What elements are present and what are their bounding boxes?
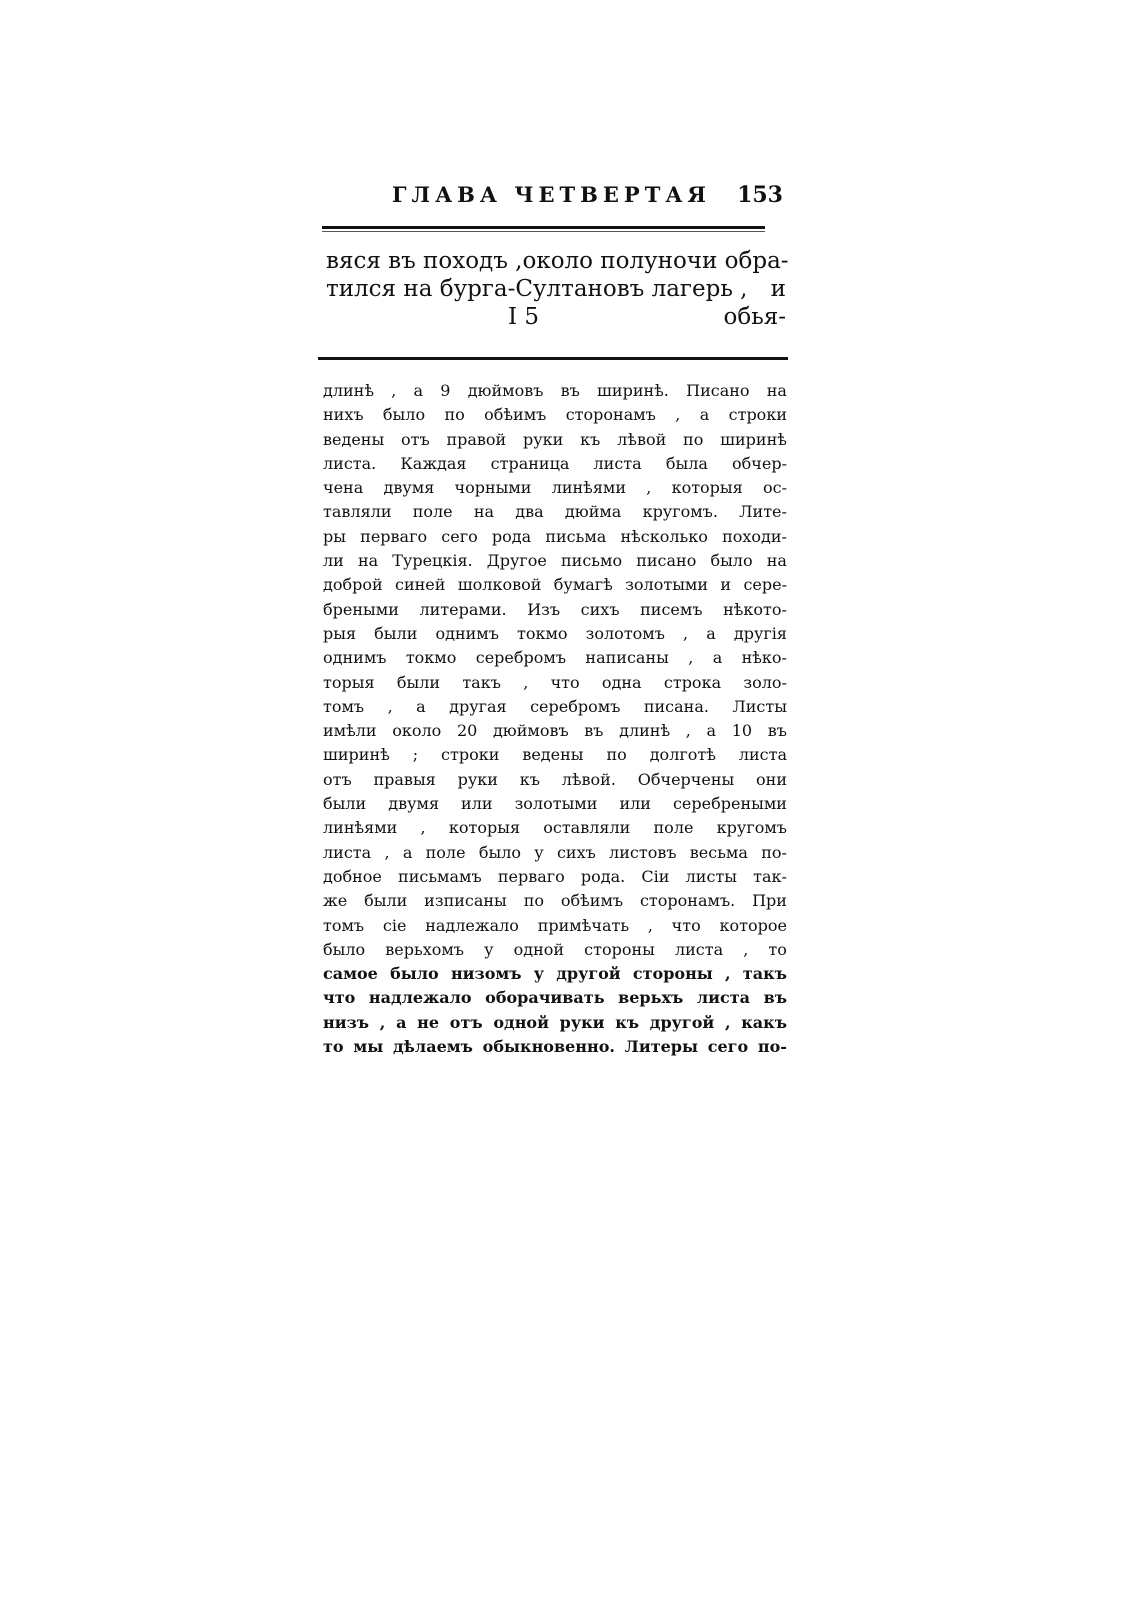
body-line: имѣли около 20 дюймовъ въ длинѣ , а 10 въ [323,721,787,741]
body-line: длинѣ , а 9 дюймовъ въ ширинѣ. Писано на [323,381,787,400]
body-line: листа. Каждая страница листа была обчер- [323,453,787,473]
fragment-segment: тился на бурга-Султановъ лагерь , [326,276,748,302]
body-line: добное письмамъ перваго рода. Сіи листы так- [323,866,787,886]
body-line: бреными литерами. Изъ сихъ писемъ нѣкото- [323,599,787,619]
body-line: то мы дѣлаемъ обыкновенно. Литеры сего по- [323,1037,787,1057]
fragment-segment: и [770,276,786,302]
section-rule [318,357,788,360]
body-line: доброй синей шолковой бумагѣ золотыми и сере- [323,575,787,595]
body-line: торыя были такъ , что одна строка золо- [323,672,787,692]
body-text-block [323,379,787,1059]
body-line: томъ сіе надлежало примѣчать , что которое [323,915,787,935]
fragment-line [326,247,789,275]
body-line: линѣями , которыя оставляли поле кругомъ [323,818,787,838]
page-header [378,178,783,212]
fragment-segment: I 5 [508,304,540,330]
fragment-segment: около полуночи обра- [522,248,789,274]
running-title: ГЛАВА ЧЕТВЕРТАЯ [392,182,711,207]
body-line: отъ правыя руки къ лѣвой. Обчерчены они [323,769,787,789]
page-number: 153 [737,182,783,208]
body-line: было верьхомъ у одной стороны листа , то [323,939,787,959]
fragment-line [326,303,786,331]
body-line: низъ , а не отъ одной руки къ другой , какъ [323,1012,787,1032]
body-line: чена двумя чорными линѣями , которыя ос- [323,478,787,498]
body-line: нихъ было по обѣимъ сторонамъ , а строки [323,405,787,425]
body-line: томъ , а другая серебромъ писана. Листы [323,696,787,716]
body-line: однимъ токмо серебромъ написаны , а нѣко- [323,648,787,668]
fragment-segment: обья- [723,304,786,330]
body-line: же были изписаны по обѣимъ сторонамъ. При [323,891,787,911]
body-line: ведены отъ правой руки къ лѣвой по ширинѣ [323,429,787,449]
body-line: были двумя или золотыми или серебреными [323,794,787,814]
header-rule [322,226,765,229]
fragment-line [326,275,786,303]
body-line: тавляли поле на два дюйма кругомъ. Лите- [323,502,787,522]
body-line: листа , а поле было у сихъ листовъ весьма по- [323,842,787,862]
body-line: ры перваго сего рода письма нѣсколько походи- [323,526,787,546]
top-text-fragment [326,247,789,331]
fragment-segment: вяся въ походъ , [326,248,523,274]
body-line: ли на Турецкія. Другое письмо писано было на [323,551,787,571]
body-line: что надлежало оборачивать верьхъ листа въ [323,988,787,1008]
body-line: рыя были однимъ токмо золотомъ , а другія [323,623,787,643]
body-line: самое было низомъ у другой стороны , такъ [323,964,787,984]
header-rule-thin [322,231,765,232]
body-line: ширинѣ ; строки ведены по долготѣ листа [323,745,787,765]
